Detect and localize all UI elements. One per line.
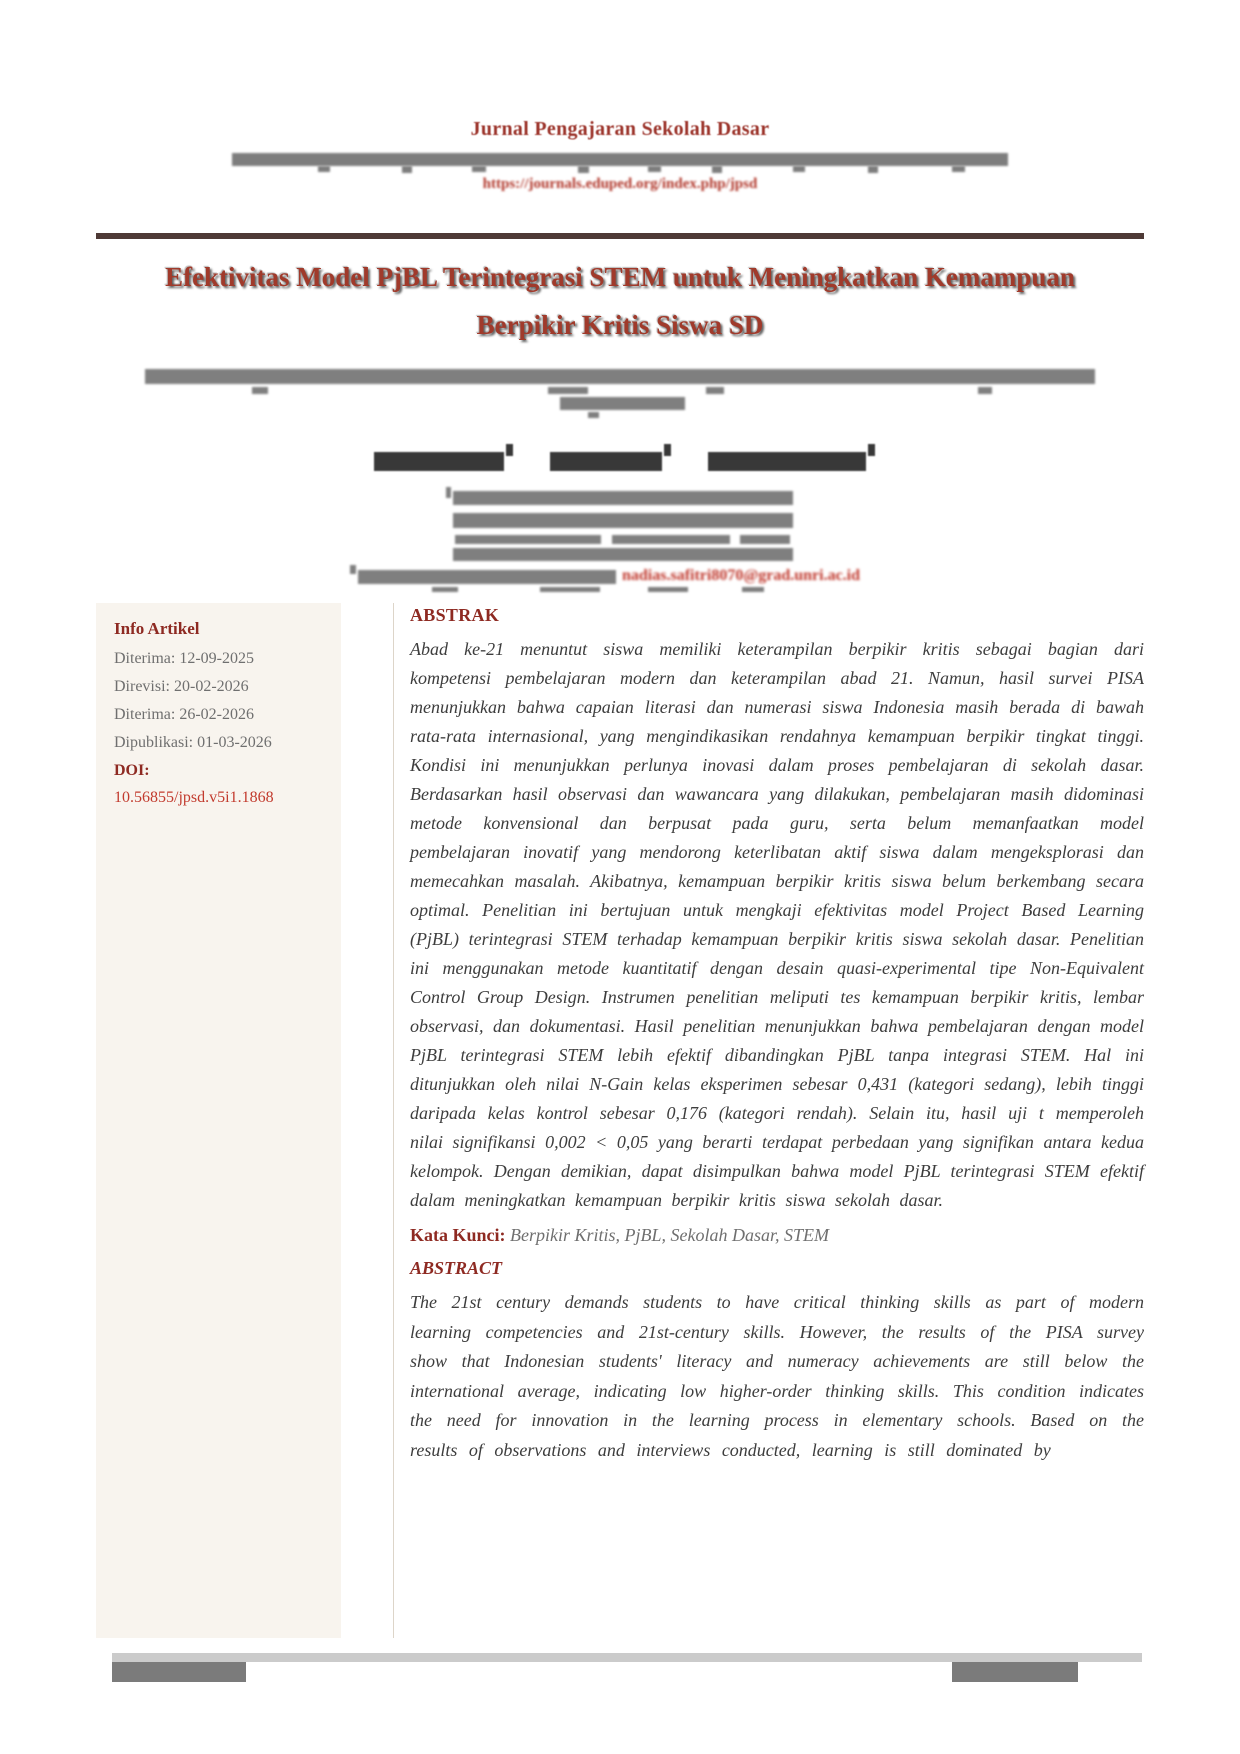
doi-label: DOI: <box>114 762 150 779</box>
received-date: Diterima: 12-09-2025 <box>114 650 254 667</box>
author-affiliation-superscript <box>868 444 875 456</box>
redaction-bar <box>453 491 793 505</box>
published-date: Dipublikasi: 01-03-2026 <box>114 734 272 751</box>
redaction-fragment <box>455 535 601 544</box>
redaction-fragment <box>952 166 965 172</box>
redaction-fragment <box>588 412 599 418</box>
keywords-label: Kata Kunci: <box>410 1225 506 1245</box>
redacted-authors-row <box>0 437 1240 471</box>
article-info-panel <box>96 603 341 1638</box>
redaction-fragment <box>648 587 688 592</box>
redaction-fragment <box>712 166 722 173</box>
article-info-heading: Info Artikel <box>114 619 200 638</box>
redaction-fragment <box>252 387 268 394</box>
redaction-fragment <box>793 166 805 172</box>
corresponding-author-email-link[interactable]: nadias.safitri8070@grad.unri.ac.id <box>622 567 861 584</box>
redaction-fragment <box>402 166 412 173</box>
redaction-fragment <box>978 387 992 394</box>
redaction-fragment <box>472 166 486 172</box>
redacted-author-2 <box>550 452 662 471</box>
redacted-footer-left <box>112 1662 246 1682</box>
doi-link[interactable]: 10.56855/jpsd.v5i1.1868 <box>114 789 274 806</box>
accepted-date: Diterima: 26-02-2026 <box>114 706 254 723</box>
redaction-fragment <box>742 587 764 592</box>
redaction-bar <box>145 369 1095 384</box>
journal-url-link[interactable]: https://journals.eduped.org/index.php/jpsd <box>482 176 758 192</box>
article-title-line1: Efektivitas Model PjBL Terintegrasi STEM untuk Meningkatkan Kemampuan <box>165 262 1075 292</box>
abstrak-heading: ABSTRAK <box>410 605 500 625</box>
abstract-column <box>393 603 1144 1638</box>
header-divider-rule <box>96 233 1144 239</box>
redacted-volume-issue-line <box>0 149 1240 175</box>
redaction-bar <box>453 513 793 528</box>
masthead <box>0 0 1240 193</box>
keywords-line <box>410 1225 1144 1246</box>
redacted-corresponding-author-label <box>358 570 616 584</box>
redaction-fragment <box>432 587 458 592</box>
abstract-en-heading: ABSTRACT <box>410 1258 503 1278</box>
author-affiliation-superscript <box>664 444 671 456</box>
redaction-fragment <box>578 166 589 173</box>
redaction-fragment <box>548 387 588 394</box>
redaction-fragment <box>540 587 600 592</box>
redaction-fragment <box>868 166 878 173</box>
footer-rule-bar <box>112 1653 1142 1662</box>
redacted-affiliations <box>0 491 1240 561</box>
redacted-english-title <box>0 363 1240 419</box>
author-affiliation-superscript <box>506 444 513 456</box>
abstrak-body: Abad ke-21 menuntut siswa memiliki keterampilan berpikir kritis sebagai bagian dari kompetensi pembelajaran modern dan keterampilan abad 21. Namun, hasil survei PISA menunjukkan bahwa capaian literasi dan numerasi siswa Indonesia masih berada di bawah rata-rata internasional, yang mengindikasikan rendahnya kemampuan berpikir tingkat tinggi. Kondisi ini menunjukkan perlunya inovasi dalam proses pembelajaran di sekolah dasar. Berdasarkan hasil observasi dan wawancara yang dilakukan, pembelajaran masih didominasi metode konvensional dan berpusat pada guru, serta belum memanfaatkan model pembelajaran inovatif yang mendorong keterlibatan aktif siswa dalam mengeksplorasi dan memecahkan masalah. Akibatnya, kemampuan berpikir kritis siswa belum berkembang secara optimal. Penelitian ini bertujuan untuk mengkaji efektivitas model Project Based Learning (PjBL) terintegrasi STEM terhadap kemampuan berpikir kritis siswa sekolah dasar. Penelitian ini menggunakan metode kuantitatif dengan desain quasi-experimental tipe Non-Equivalent Control Group Design. Instrumen penelitian meliputi tes kemampuan berpikir kritis, lembar observasi, dan dokumentasi. Hasil penelitian menunjukkan bahwa pembelajaran dengan model PjBL terintegrasi STEM lebih efektif dibandingkan PjBL tanpa integrasi STEM. Hal ini ditunjukkan oleh nilai N-Gain kelas eksperimen sebesar 0,431 (kategori sedang), lebih tinggi daripada kelas kontrol sebesar 0,176 (kategori rendah). Selain itu, hasil uji t memperoleh nilai signifikansi 0,002 < 0,05 yang berarti terdapat perbedaan yang signifikan antara kedua kelompok. Dengan demikian, dapat disimpulkan bahwa model PjBL terintegrasi STEM efektif dalam meningkatkan kemampuan berpikir kritis siswa sekolah dasar. <box>410 639 1144 1210</box>
redaction-fragment <box>318 166 330 172</box>
redaction-fragment <box>706 387 724 394</box>
redacted-author-3 <box>708 452 866 471</box>
journal-title: Jurnal Pengajaran Sekolah Dasar <box>470 118 770 140</box>
article-title <box>110 253 1130 349</box>
revised-date: Direvisi: 20-02-2026 <box>114 678 249 695</box>
redaction-bar <box>560 397 685 410</box>
redaction-fragment <box>740 535 790 544</box>
keywords-value: Berpikir Kritis, PjBL, Sekolah Dasar, STEM <box>510 1225 830 1245</box>
redaction-fragment <box>612 535 730 544</box>
asterisk-redaction-fragment <box>350 565 356 574</box>
redaction-bar <box>453 548 793 561</box>
redaction-fragment <box>446 487 451 498</box>
redacted-footer-right <box>952 1662 1078 1682</box>
redacted-author-1 <box>374 452 504 471</box>
correspondence-line <box>0 567 1240 593</box>
article-title-line2: Berpikir Kritis Siswa SD <box>476 310 764 340</box>
redaction-fragment <box>648 166 661 172</box>
abstract-en-body: The 21st century demands students to have critical thinking skills as part of modern learning competencies and 21st-century skills. However, the results of the PISA survey show that Indonesian students' literacy and numeracy achievements are still below the international average, indicating low higher-order thinking skills. This condition indicates the need for innovation in the learning process in elementary schools. Based on the results of observations and interviews conducted, learning is still dominated by <box>410 1292 1144 1460</box>
redaction-bar <box>232 153 1008 166</box>
article-body <box>96 603 1144 1638</box>
